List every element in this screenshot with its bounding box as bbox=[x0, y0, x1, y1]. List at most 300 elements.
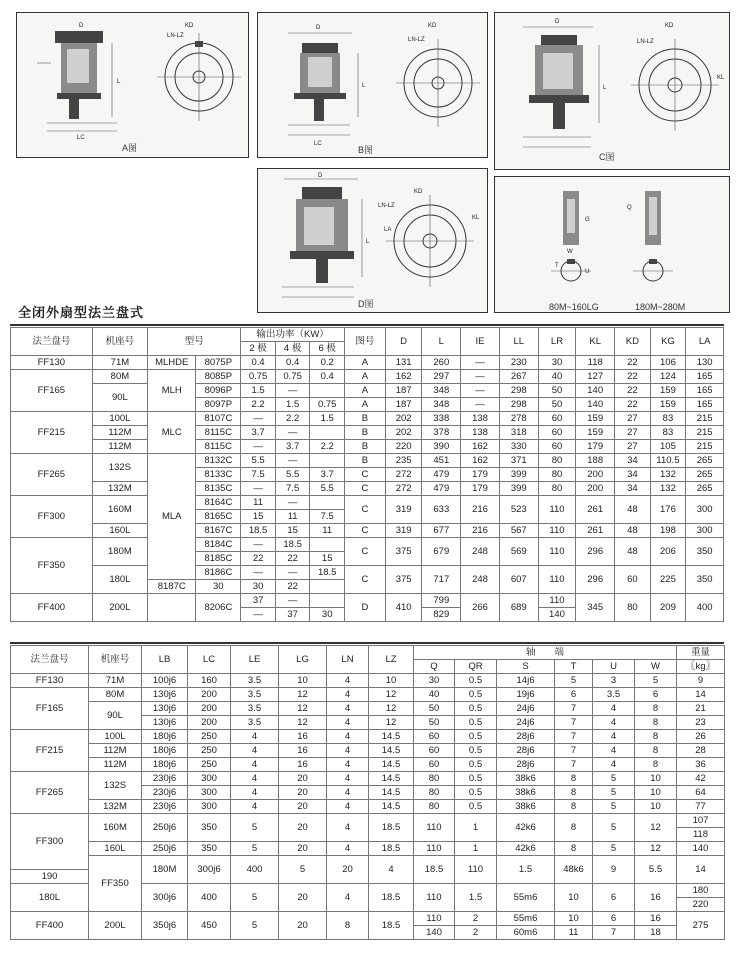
table-cell: 3.5 bbox=[231, 716, 279, 730]
table-row bbox=[11, 800, 725, 814]
table-cell: 14.5 bbox=[369, 744, 414, 758]
table-cell: 296 bbox=[576, 566, 615, 594]
table-cell: 18.5 bbox=[369, 814, 414, 842]
table-cell: 8185C bbox=[196, 552, 241, 566]
table-cell: 132 bbox=[650, 468, 686, 482]
table-cell: 250j6 bbox=[142, 814, 188, 842]
table-cell: 16 bbox=[279, 744, 327, 758]
table-cell: 50 bbox=[414, 702, 455, 716]
col-model: 型号 bbox=[148, 328, 241, 356]
table-cell: 8 bbox=[555, 786, 593, 800]
dim-label: L bbox=[603, 85, 607, 91]
table-cell: 400 bbox=[686, 594, 724, 622]
table-cell: MLC bbox=[148, 412, 196, 454]
table-cell: 300 bbox=[686, 496, 724, 524]
table-cell: 27 bbox=[615, 412, 651, 426]
table-cell: 48k6 bbox=[555, 856, 593, 884]
table-cell: 345 bbox=[576, 594, 615, 622]
table-cell: 14.5 bbox=[369, 758, 414, 772]
table-cell: 5 bbox=[593, 842, 635, 856]
table-cell: — bbox=[461, 356, 500, 370]
table-cell: 15 bbox=[241, 510, 276, 524]
table-cell: 112M bbox=[89, 744, 142, 758]
table-row bbox=[11, 814, 725, 828]
table-cell: 220 bbox=[677, 898, 725, 912]
table-cell: — bbox=[241, 482, 276, 496]
table-cell: 22 bbox=[241, 552, 276, 566]
table-cell: 11 bbox=[555, 926, 593, 940]
table-cell: 60 bbox=[414, 744, 455, 758]
table-cell: 450 bbox=[188, 912, 231, 940]
table-cell: 200 bbox=[188, 688, 231, 702]
table-cell: 90L bbox=[92, 384, 147, 412]
table-cell: 200L bbox=[92, 594, 147, 622]
col-2pole: 2 极 bbox=[241, 342, 276, 356]
table-cell: — bbox=[461, 398, 500, 412]
table-cell: FF300 bbox=[11, 496, 93, 538]
table-cell: 188 bbox=[576, 454, 615, 468]
table-cell: 0.5 bbox=[455, 730, 497, 744]
table-cell: 689 bbox=[499, 594, 538, 622]
table-cell: 162 bbox=[385, 370, 422, 384]
table-cell: 24j6 bbox=[497, 716, 555, 730]
spec-table-2 bbox=[10, 645, 725, 940]
table-row bbox=[11, 370, 724, 384]
table-cell: A bbox=[344, 384, 385, 398]
table-cell: 12 bbox=[635, 842, 677, 856]
table-cell: 37 bbox=[275, 608, 310, 622]
table-cell: 28j6 bbox=[497, 744, 555, 758]
table-cell: 0.5 bbox=[455, 716, 497, 730]
dim-label: KD bbox=[185, 23, 194, 29]
table-cell: 8 bbox=[635, 730, 677, 744]
table-cell: 4 bbox=[593, 758, 635, 772]
table-cell: 130 bbox=[686, 356, 724, 370]
header-row bbox=[11, 646, 725, 660]
table-cell bbox=[310, 454, 345, 468]
table-cell: 14.5 bbox=[369, 786, 414, 800]
table-cell: 348 bbox=[422, 384, 461, 398]
table-cell: A bbox=[344, 356, 385, 370]
table-cell: 12 bbox=[279, 688, 327, 702]
table-cell: 260 bbox=[422, 356, 461, 370]
table-cell: MLH bbox=[148, 370, 196, 412]
table-cell: 248 bbox=[461, 538, 500, 566]
col-flange: 法兰盘号 bbox=[11, 328, 93, 356]
table-cell: 2 bbox=[455, 926, 497, 940]
table-row bbox=[11, 440, 724, 454]
table-cell: MLA bbox=[148, 454, 196, 580]
table-cell: 60m6 bbox=[497, 926, 555, 940]
table-cell: 130j6 bbox=[142, 716, 188, 730]
table-cell: 298 bbox=[499, 398, 538, 412]
table-cell: 0.5 bbox=[455, 674, 497, 688]
table-cell: 110 bbox=[455, 856, 497, 884]
table-cell: 4 bbox=[593, 702, 635, 716]
table-cell: 8132C bbox=[196, 454, 241, 468]
table-row bbox=[11, 856, 725, 870]
dim-label: L bbox=[362, 83, 366, 89]
table-cell: 27 bbox=[615, 440, 651, 454]
col-frame: 机座号 bbox=[92, 328, 147, 356]
col-LA: LA bbox=[686, 328, 724, 356]
table-cell: 10 bbox=[369, 674, 414, 688]
dim-label: KD bbox=[665, 23, 674, 29]
table-cell: 7 bbox=[555, 702, 593, 716]
table-cell: 90L bbox=[89, 702, 142, 730]
table-cell: 230j6 bbox=[142, 786, 188, 800]
table-cell: 375 bbox=[385, 538, 422, 566]
table-cell: 18.5 bbox=[369, 912, 414, 940]
table-cell: 18.5 bbox=[275, 538, 310, 552]
table-cell: 18.5 bbox=[369, 842, 414, 856]
table-cell: FF265 bbox=[11, 772, 89, 814]
table-cell: 5.5 bbox=[310, 482, 345, 496]
table-cell: B bbox=[344, 440, 385, 454]
table-cell: 8184C bbox=[196, 538, 241, 552]
table-cell: 350 bbox=[686, 538, 724, 566]
table-cell: 80 bbox=[538, 454, 576, 468]
table-cell: 12 bbox=[279, 702, 327, 716]
table-cell: 179 bbox=[576, 440, 615, 454]
table-cell: 5 bbox=[593, 786, 635, 800]
table-row bbox=[11, 356, 724, 370]
table-cell: 3.5 bbox=[231, 674, 279, 688]
table-cell: 20 bbox=[279, 814, 327, 842]
table-cell: 5 bbox=[593, 772, 635, 786]
table-cell: 34 bbox=[615, 482, 651, 496]
table-cell: 190 bbox=[11, 870, 89, 884]
table-cell: 20 bbox=[279, 800, 327, 814]
table-cell: FF215 bbox=[11, 730, 89, 772]
table-cell: 5 bbox=[279, 856, 327, 884]
col-D: D bbox=[385, 328, 422, 356]
table-cell: 5 bbox=[231, 814, 279, 842]
table-cell: 230 bbox=[499, 356, 538, 370]
table-cell: 10 bbox=[635, 772, 677, 786]
table-cell: 1.5 bbox=[455, 884, 497, 912]
table-cell: — bbox=[275, 384, 310, 398]
table-cell: 26 bbox=[677, 730, 725, 744]
table-cell: 140 bbox=[414, 926, 455, 940]
table-cell: 633 bbox=[422, 496, 461, 524]
table-cell: 8186C bbox=[196, 566, 241, 580]
table-cell: 法兰盘号 bbox=[11, 646, 89, 674]
table-cell: 80 bbox=[414, 772, 455, 786]
table-cell: 300 bbox=[188, 800, 231, 814]
table-cell: 230j6 bbox=[142, 772, 188, 786]
table-cell: 110 bbox=[538, 496, 576, 524]
dim-label: L bbox=[117, 79, 121, 85]
table-cell: 77 bbox=[677, 800, 725, 814]
table-cell: 165 bbox=[686, 398, 724, 412]
table-cell: 7.5 bbox=[310, 510, 345, 524]
table-cell: 180L bbox=[11, 884, 89, 912]
table-cell: 12 bbox=[369, 688, 414, 702]
table-cell: 80 bbox=[538, 482, 576, 496]
table-cell: — bbox=[275, 496, 310, 510]
table-cell: 160L bbox=[92, 524, 147, 538]
table-cell: 10 bbox=[635, 786, 677, 800]
table-cell: 4 bbox=[231, 758, 279, 772]
table-cell: 8096P bbox=[196, 384, 241, 398]
table-cell: 250 bbox=[188, 758, 231, 772]
table-cell: 110 bbox=[414, 884, 455, 912]
table-cell: 30 bbox=[538, 356, 576, 370]
table-cell: 300j6 bbox=[142, 884, 188, 912]
table-cell: 110 bbox=[414, 912, 455, 926]
table-cell: 140 bbox=[538, 608, 576, 622]
table-cell: W bbox=[635, 660, 677, 674]
table-cell: 4 bbox=[327, 842, 369, 856]
table-cell: 829 bbox=[422, 608, 461, 622]
table-cell: 132 bbox=[650, 482, 686, 496]
table-cell: 28j6 bbox=[497, 758, 555, 772]
table-cell: 轴 端 bbox=[414, 646, 677, 660]
table-cell: FF350 bbox=[11, 538, 93, 594]
table-cell: 18.5 bbox=[369, 884, 414, 912]
table-cell: 27 bbox=[615, 426, 651, 440]
table-cell: 216 bbox=[461, 496, 500, 524]
table-cell: 37 bbox=[241, 594, 276, 608]
table-cell: 198 bbox=[650, 524, 686, 538]
table-cell: C bbox=[344, 496, 385, 524]
table-cell: 250 bbox=[188, 744, 231, 758]
figure-a-caption: A图 bbox=[122, 143, 138, 153]
table-cell: 567 bbox=[499, 524, 538, 538]
table-cell: 0.4 bbox=[310, 370, 345, 384]
table-row bbox=[11, 538, 724, 552]
table-cell: 1 bbox=[455, 842, 497, 856]
table-cell: 11 bbox=[241, 496, 276, 510]
table-cell: 162 bbox=[461, 440, 500, 454]
table-cell: 4 bbox=[231, 800, 279, 814]
table-cell: — bbox=[275, 426, 310, 440]
table-cell: 350j6 bbox=[142, 912, 188, 940]
table-cell: 0.4 bbox=[275, 356, 310, 370]
table-cell: 132S bbox=[92, 454, 147, 482]
table-cell: 1.5 bbox=[310, 412, 345, 426]
table-cell: 265 bbox=[686, 482, 724, 496]
table-cell: 4 bbox=[327, 758, 369, 772]
table-cell: 319 bbox=[385, 496, 422, 524]
table-cell: 159 bbox=[576, 412, 615, 426]
table-cell: 15 bbox=[310, 552, 345, 566]
table-cell: 138 bbox=[461, 412, 500, 426]
shaft-end-panel bbox=[494, 176, 730, 313]
table-cell: 180j6 bbox=[142, 744, 188, 758]
table-cell: 112M bbox=[89, 758, 142, 772]
table-cell: 717 bbox=[422, 566, 461, 594]
table-cell: 2 bbox=[455, 912, 497, 926]
table-cell: 80 bbox=[414, 800, 455, 814]
table-cell: 200 bbox=[188, 716, 231, 730]
table-cell: 42 bbox=[677, 772, 725, 786]
table-cell: 8 bbox=[555, 772, 593, 786]
table-cell: — bbox=[461, 384, 500, 398]
table-cell: 131 bbox=[385, 356, 422, 370]
table-cell: 160L bbox=[89, 842, 142, 856]
col-4pole: 4 极 bbox=[275, 342, 310, 356]
table-cell: 3.7 bbox=[241, 426, 276, 440]
table-cell: 16 bbox=[635, 912, 677, 926]
table-cell: 523 bbox=[499, 496, 538, 524]
table-cell: 16 bbox=[279, 730, 327, 744]
col-LL: LL bbox=[499, 328, 538, 356]
table-cell: 55m6 bbox=[497, 912, 555, 926]
table-cell: 34 bbox=[615, 468, 651, 482]
table-cell: 4 bbox=[327, 786, 369, 800]
table-cell: 118 bbox=[576, 356, 615, 370]
table-row bbox=[11, 702, 725, 716]
table-cell: 124 bbox=[650, 370, 686, 384]
table-cell: 180L bbox=[92, 566, 147, 594]
table-cell: 7 bbox=[555, 758, 593, 772]
table-cell: 140 bbox=[576, 398, 615, 412]
table-cell: 275 bbox=[677, 912, 725, 940]
table-row bbox=[11, 454, 724, 468]
dim-label: LN-LZ bbox=[637, 39, 654, 45]
table-cell: 8 bbox=[635, 758, 677, 772]
table-cell: 1.5 bbox=[275, 398, 310, 412]
dim-label: D bbox=[79, 23, 84, 29]
table-cell: 112M bbox=[92, 440, 147, 454]
table-cell: 8097P bbox=[196, 398, 241, 412]
table-cell: 230j6 bbox=[142, 800, 188, 814]
table-cell: 16 bbox=[635, 884, 677, 912]
table-cell: 5 bbox=[231, 842, 279, 856]
table-cell: 80 bbox=[414, 786, 455, 800]
table-cell: 5.5 bbox=[241, 454, 276, 468]
table-cell: 48 bbox=[615, 524, 651, 538]
table-cell: B bbox=[344, 454, 385, 468]
table-cell: 8 bbox=[555, 842, 593, 856]
table-cell: 400 bbox=[188, 884, 231, 912]
table-cell: 350 bbox=[188, 842, 231, 856]
table-cell: 48 bbox=[615, 496, 651, 524]
table-cell bbox=[310, 384, 345, 398]
table-cell: 22 bbox=[275, 580, 310, 594]
table-cell: 378 bbox=[422, 426, 461, 440]
dim-label: LC bbox=[77, 135, 85, 141]
table-cell: 180 bbox=[677, 884, 725, 898]
table-row bbox=[11, 772, 725, 786]
table-cell: — bbox=[461, 370, 500, 384]
table-cell: 100L bbox=[92, 412, 147, 426]
table-cell: 28j6 bbox=[497, 730, 555, 744]
table-cell: 202 bbox=[385, 412, 422, 426]
table-cell: FF165 bbox=[11, 370, 93, 412]
dim-label: LC bbox=[314, 141, 322, 147]
table-cell: 11 bbox=[310, 524, 345, 538]
table-cell: FF400 bbox=[11, 594, 93, 622]
dim-label: Q bbox=[627, 205, 632, 211]
table-cell: 23 bbox=[677, 716, 725, 730]
table-cell: 50 bbox=[414, 716, 455, 730]
table-cell: 28 bbox=[677, 744, 725, 758]
table-cell: 83 bbox=[650, 426, 686, 440]
table-cell: 6 bbox=[593, 912, 635, 926]
table-cell: 22 bbox=[615, 370, 651, 384]
table-row bbox=[11, 744, 725, 758]
table-cell: 5.5 bbox=[635, 856, 677, 884]
table-row bbox=[11, 412, 724, 426]
table-cell: 100j6 bbox=[142, 674, 188, 688]
table-cell: 19j6 bbox=[497, 688, 555, 702]
table-cell: 60 bbox=[538, 440, 576, 454]
table-cell: 10 bbox=[635, 800, 677, 814]
dim-label: L bbox=[366, 239, 370, 245]
table-cell: 399 bbox=[499, 482, 538, 496]
table-cell: 5 bbox=[635, 674, 677, 688]
table-cell: 8075P bbox=[196, 356, 241, 370]
table-cell: 110 bbox=[538, 524, 576, 538]
table-cell: 0.5 bbox=[455, 744, 497, 758]
table-cell: 0.5 bbox=[455, 758, 497, 772]
table-cell: 187 bbox=[385, 398, 422, 412]
table-cell: 9 bbox=[593, 856, 635, 884]
table-cell: 38k6 bbox=[497, 772, 555, 786]
dim-label: KL bbox=[717, 75, 725, 81]
table-cell bbox=[310, 426, 345, 440]
col-KG: KG bbox=[650, 328, 686, 356]
table-cell: 272 bbox=[385, 482, 422, 496]
table-cell: 410 bbox=[385, 594, 422, 622]
dim-label: T bbox=[555, 263, 559, 269]
table-cell: 7 bbox=[555, 730, 593, 744]
table-cell: 38k6 bbox=[497, 786, 555, 800]
table-cell: 0.5 bbox=[455, 800, 497, 814]
table-cell: 209 bbox=[650, 594, 686, 622]
table-cell: 261 bbox=[576, 496, 615, 524]
table-cell: 7 bbox=[555, 716, 593, 730]
table-cell: 200L bbox=[89, 912, 142, 940]
table-cell: 8 bbox=[555, 814, 593, 842]
dim-label: G bbox=[585, 217, 590, 223]
table-row bbox=[11, 496, 724, 510]
col-power: 输出功率（KW） bbox=[241, 328, 345, 342]
table-cell: 110 bbox=[538, 594, 576, 608]
dim-label: KD bbox=[414, 189, 423, 195]
table-cell: 4 bbox=[327, 814, 369, 842]
table-cell: 18.5 bbox=[414, 856, 455, 884]
table-cell: T bbox=[555, 660, 593, 674]
table-cell: 18.5 bbox=[310, 566, 345, 580]
table-cell: 20 bbox=[279, 842, 327, 856]
table-cell: 42k6 bbox=[497, 842, 555, 856]
table-cell: 250 bbox=[188, 730, 231, 744]
table-cell: 4 bbox=[327, 884, 369, 912]
table-cell: 3.5 bbox=[231, 702, 279, 716]
table-cell: 100L bbox=[89, 730, 142, 744]
table-cell: 5 bbox=[593, 814, 635, 842]
table-cell: 130j6 bbox=[142, 702, 188, 716]
table-cell: 348 bbox=[422, 398, 461, 412]
table-row bbox=[11, 384, 724, 398]
table-cell: — bbox=[275, 594, 310, 608]
table-cell: 20 bbox=[279, 912, 327, 940]
table-cell: 110.5 bbox=[650, 454, 686, 468]
figure-d-caption: D图 bbox=[358, 299, 374, 309]
table-cell: 110 bbox=[414, 814, 455, 842]
table-row bbox=[11, 594, 724, 608]
table-cell: 4 bbox=[327, 716, 369, 730]
table-cell: 14.5 bbox=[369, 800, 414, 814]
table-cell: 165 bbox=[686, 370, 724, 384]
table-cell: 7 bbox=[555, 744, 593, 758]
table-cell: 677 bbox=[422, 524, 461, 538]
table-cell: 0.4 bbox=[241, 356, 276, 370]
